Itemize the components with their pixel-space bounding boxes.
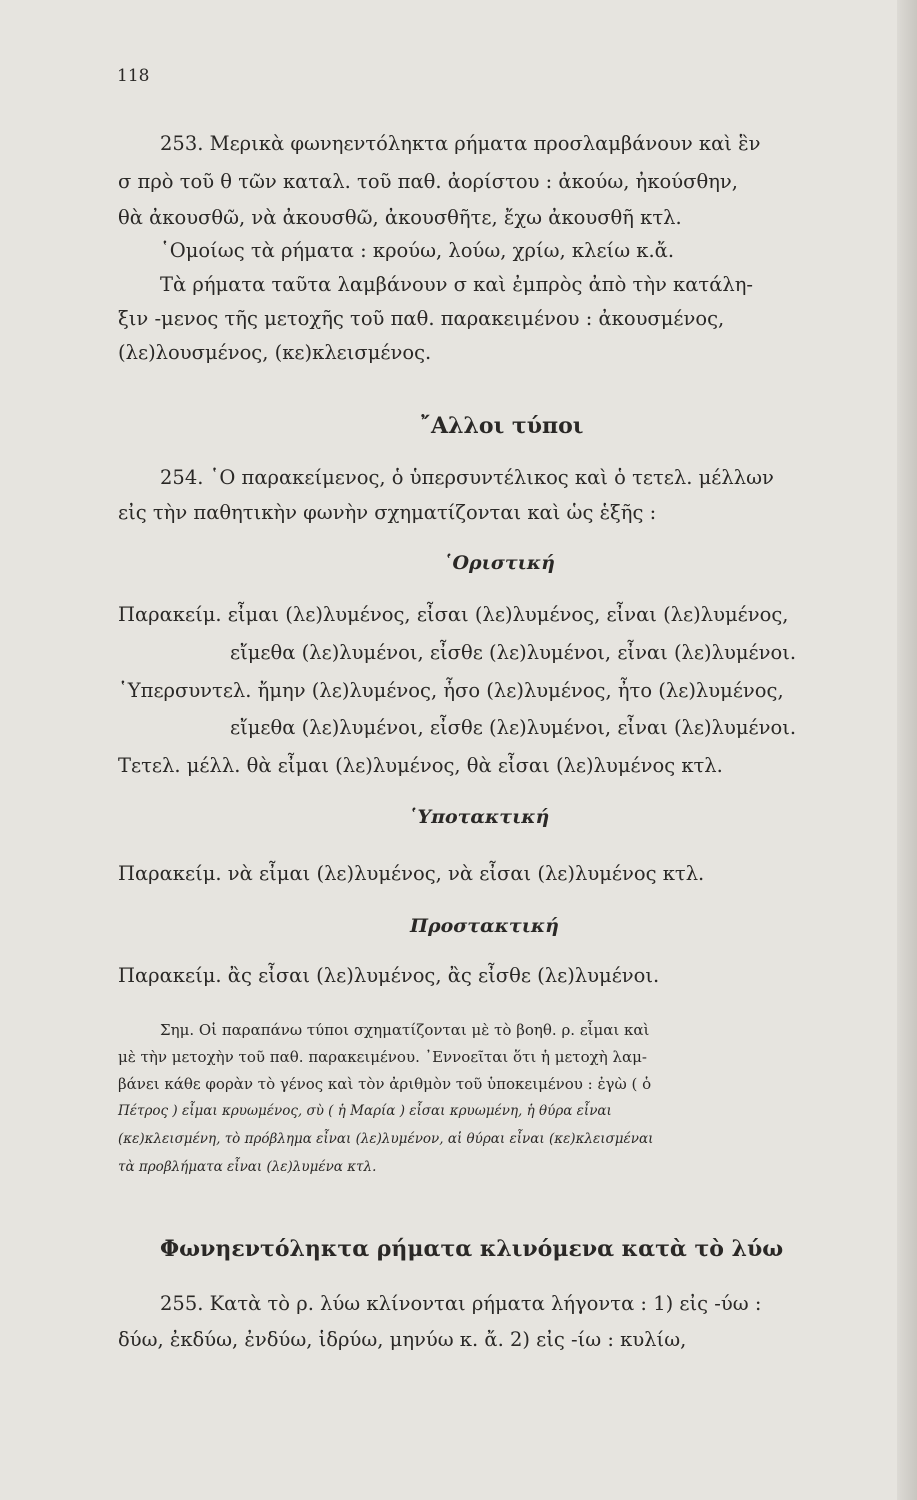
note-line-1: Σημ. Οἱ παραπάνω τύποι σχηματίζονται μὲ τὸ βοηθ. ρ. εἶμαι καὶ	[160, 1021, 650, 1039]
note-line-4: Πέτρος ) εἶμαι κρυωμένος, σὺ ( ἡ Μαρία ) εἶσαι κρυωμένη, ἡ θύρα εἶναι	[118, 1103, 612, 1119]
oristiki-line-5: Τετελ. μέλλ. θὰ εἶμαι (λε)λυμένος, θὰ εἶσαι (λε)λυμένος κτλ.	[118, 754, 723, 777]
para-253-line-1: 253. Μερικὰ φωνηεντόληκτα ρήματα προσλαμβάνουν καὶ ἓν	[160, 132, 761, 155]
subheading-prostaktiki: Προστακτική	[410, 915, 559, 937]
para-253-line-5: Τὰ ρήματα ταῦτα λαμβάνουν σ καὶ ἐμπρὸς ἀπὸ τὴν κατάλη-	[160, 273, 753, 296]
para-253-line-4: ῾Ομοίως τὰ ρήματα : κρούω, λούω, χρίω, κλείω κ.ἄ.	[160, 239, 675, 262]
para-253-line-6: ξιν -μενος τῆς μετοχῆς τοῦ παθ. παρακειμένου : ἀκουσμένος,	[118, 307, 725, 330]
prostaktiki-line: Παρακείμ. ἂς εἶσαι (λε)λυμένος, ἂς εἶσθε (λε)λυμένοι.	[118, 964, 660, 987]
note-line-2: μὲ τὴν μετοχὴν τοῦ παθ. παρακειμένου. ᾿Εννοεῖται ὅτι ἡ μετοχὴ λαμ-	[118, 1048, 647, 1066]
para-253-line-2: σ πρὸ τοῦ θ τῶν καταλ. τοῦ παθ. ἀορίστου : ἀκούω, ἠκούσθην,	[118, 170, 738, 193]
para-255-line-2: δύω, ἐκδύω, ἐνδύω, ἱδρύω, μηνύω κ. ἄ. 2) εἰς -ίω : κυλίω,	[118, 1328, 687, 1351]
para-254-line-2: εἰς τὴν παθητικὴν φωνὴν σχηματίζονται καὶ ὡς ἑξῆς :	[118, 501, 657, 524]
page-number: 118	[117, 66, 150, 86]
oristiki-line-1: Παρακείμ. εἶμαι (λε)λυμένος, εἶσαι (λε)λυμένος, εἶναι (λε)λυμένος,	[118, 603, 789, 626]
oristiki-line-4: εἴμεθα (λε)λυμένοι, εἶσθε (λε)λυμένοι, εἶναι (λε)λυμένοι.	[230, 716, 797, 739]
note-line-5: (κε)κλεισμένη, τὸ πρόβλημα εἶναι (λε)λυμένον, αἱ θύραι εἶναι (κε)κλεισμέναι	[118, 1131, 654, 1147]
section-heading: Φωνηεντόληκτα ρήματα κλινόμενα κατὰ τὸ λύω	[160, 1236, 784, 1262]
note-line-3: βάνει κάθε φορὰν τὸ γένος καὶ τὸν ἀριθμὸν τοῦ ὑποκειμένου : ἐγὼ ( ὁ	[118, 1075, 652, 1093]
oristiki-line-2: εἴμεθα (λε)λυμένοι, εἶσθε (λε)λυμένοι, εἶναι (λε)λυμένοι.	[230, 641, 797, 664]
para-253-line-3: θὰ ἀκουσθῶ, νὰ ἀκουσθῶ, ἀκουσθῆτε, ἔχω ἀκουσθῆ κτλ.	[118, 206, 682, 229]
subheading-oristiki: ῾Οριστική	[443, 552, 555, 574]
heading-alloi-typoi: ῎Αλλοι τύποι	[420, 413, 584, 439]
subheading-ypotaktiki: ῾Υποτακτική	[408, 806, 550, 828]
para-253-line-7: (λε)λουσμένος, (κε)κλεισμένος.	[118, 341, 432, 364]
para-255-line-1: 255. Κατὰ τὸ ρ. λύω κλίνονται ρήματα λήγοντα : 1) εἰς -ύω :	[160, 1292, 762, 1315]
para-254-line-1: 254. ῾Ο παρακείμενος, ὁ ὑπερσυντέλικος καὶ ὁ τετελ. μέλλων	[160, 466, 774, 489]
ypotaktiki-line: Παρακείμ. νὰ εἶμαι (λε)λυμένος, νὰ εἶσαι (λε)λυμένος κτλ.	[118, 862, 705, 885]
oristiki-line-3: ῾Υπερσυντελ. ἤμην (λε)λυμένος, ἦσο (λε)λυμένος, ἦτο (λε)λυμένος,	[118, 679, 784, 702]
note-line-6: τὰ προβλήματα εἶναι (λε)λυμένα κτλ.	[118, 1159, 377, 1175]
